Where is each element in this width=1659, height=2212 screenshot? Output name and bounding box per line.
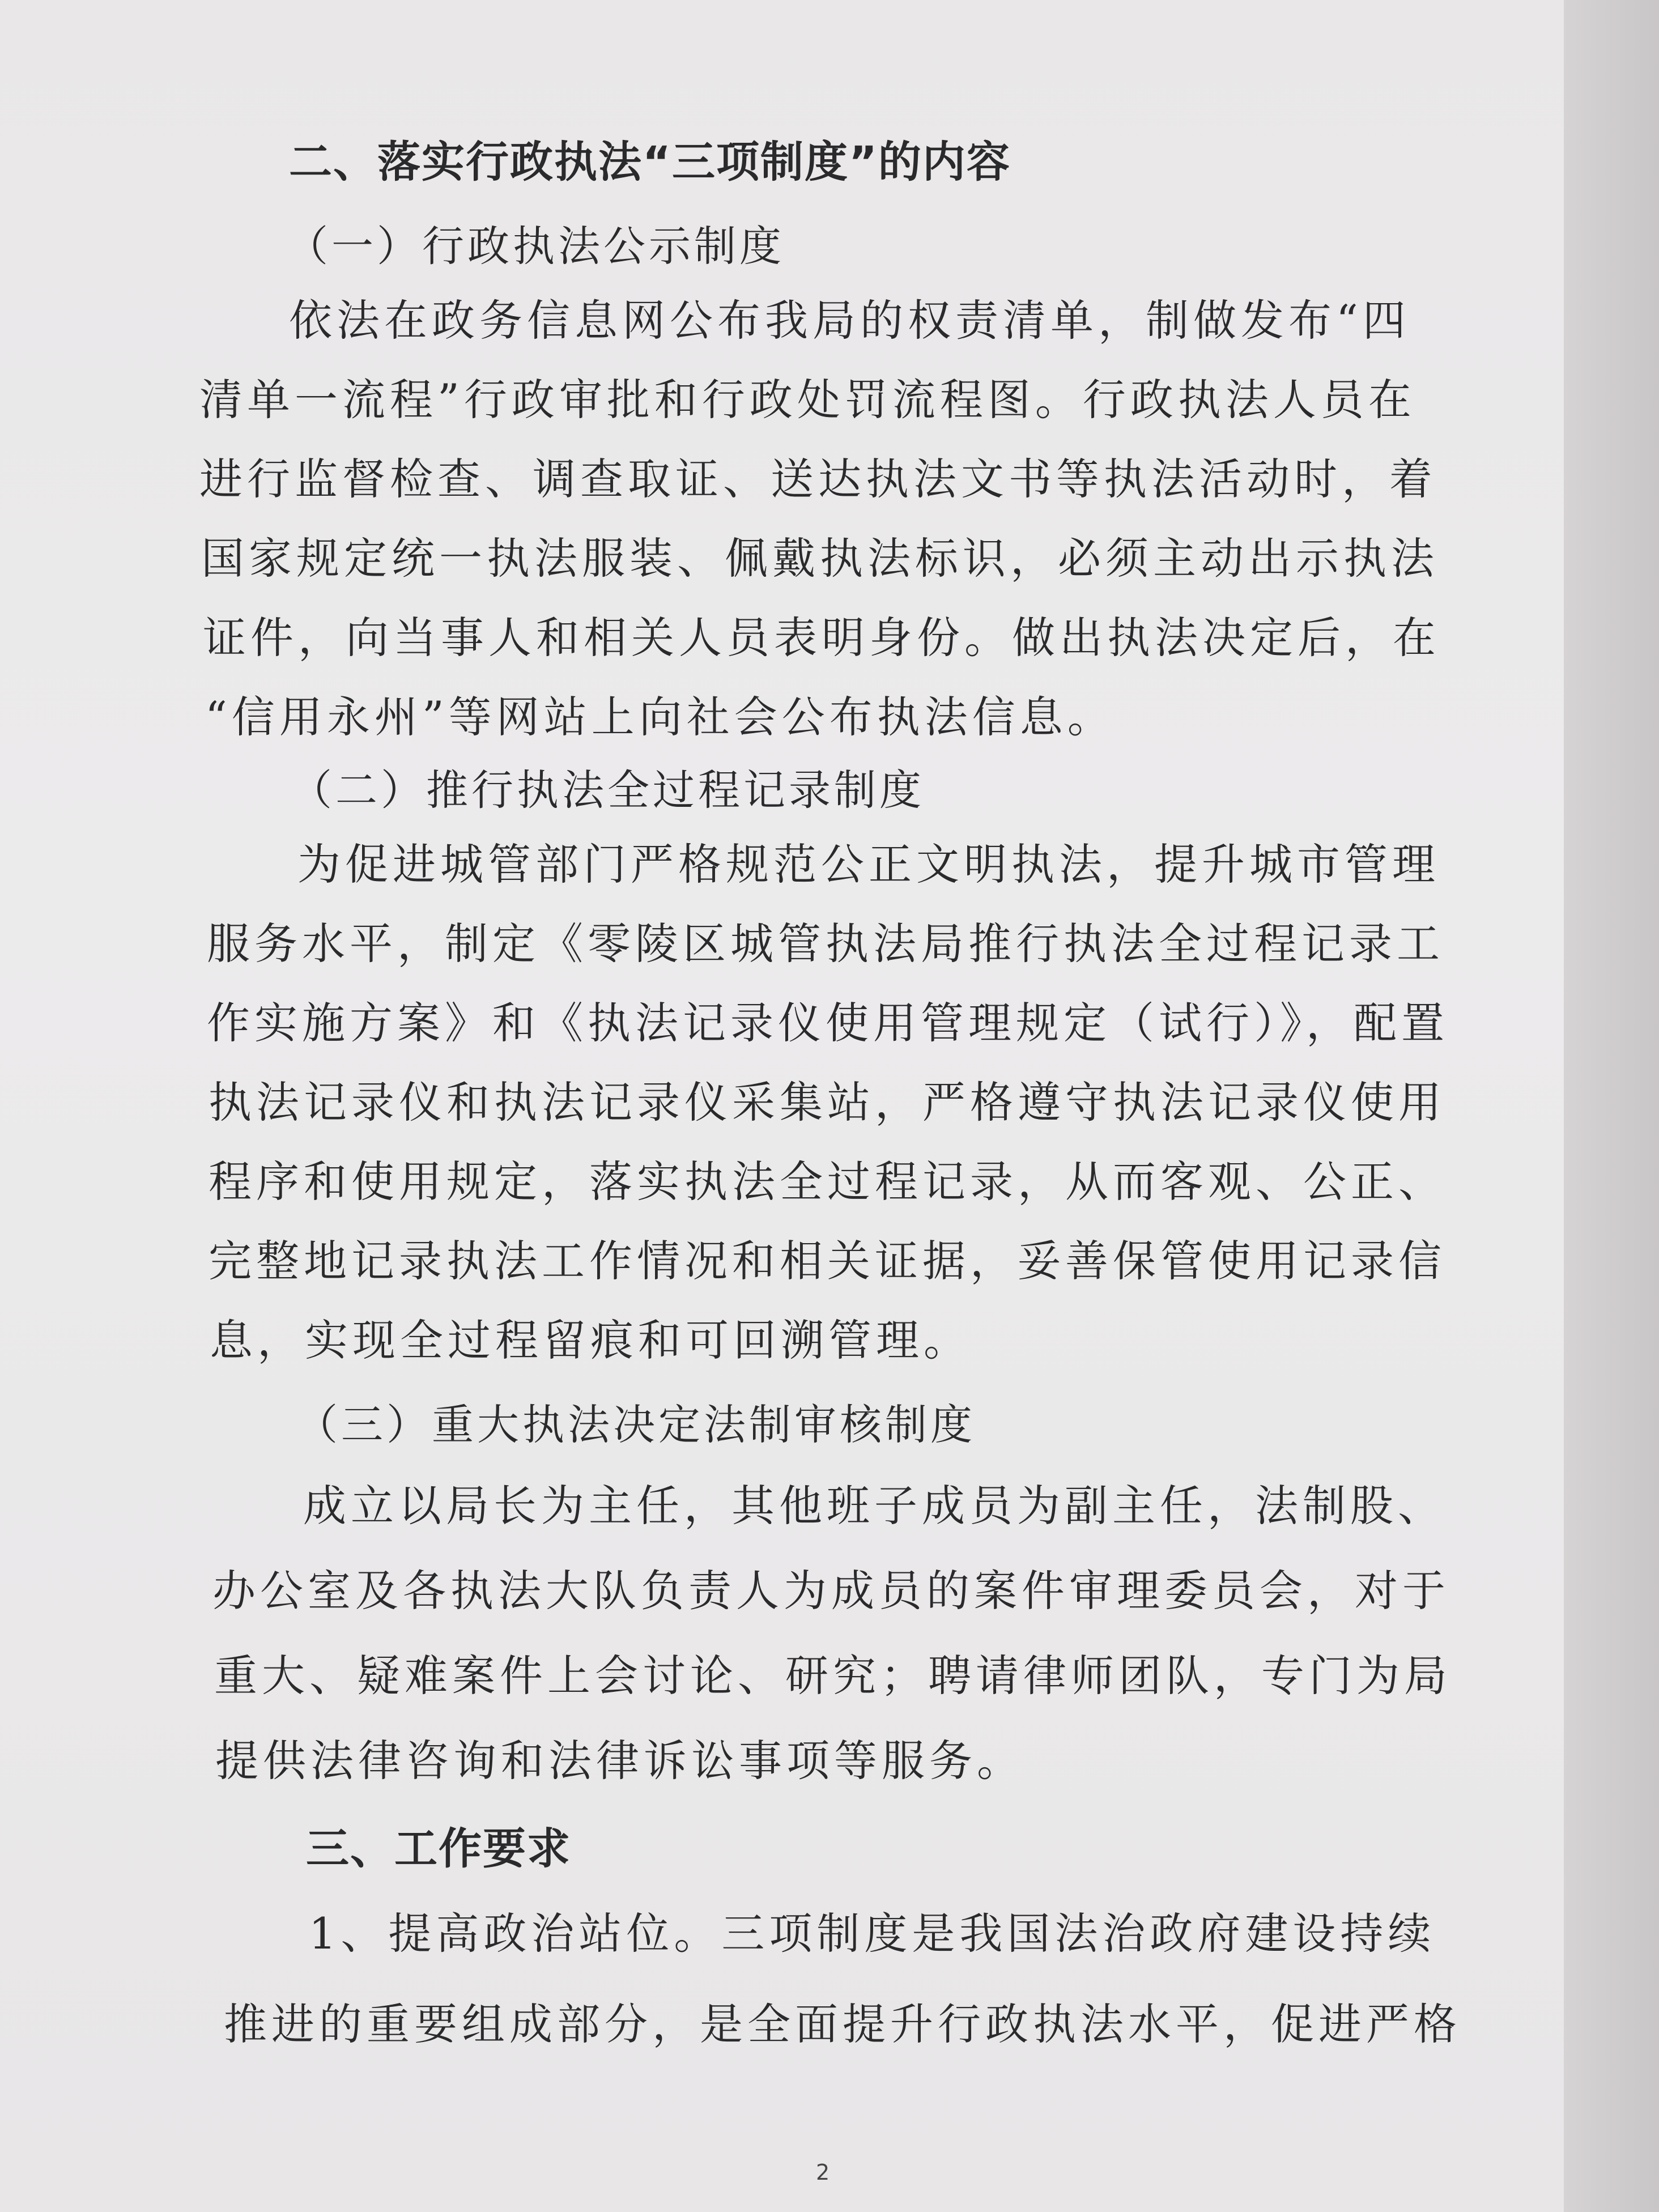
section-3-heading: 三、工作要求 [306,1823,571,1874]
section-2-heading: 二、落实行政执法“三项制度”的内容 [289,137,1011,187]
paragraph-line: 依法在政务信息网公布我局的权责清单，制做发布“四 [289,295,1410,346]
paragraph-line: 提供法律咨询和法律诉讼事项等服务。 [215,1735,1024,1786]
paragraph-line: 清单一流程”行政审批和行政处罚流程图。行政执法人员在 [199,375,1416,425]
paragraph-line: 证件，向当事人和相关人员表明身份。做出执法决定后，在 [203,612,1440,663]
paragraph-line: 执法记录仪和执法记录仪采集站，严格遵守执法记录仪使用 [209,1077,1446,1128]
paragraph-line: 办公室及各执法大队负责人为成员的案件审理委员会，对于 [212,1566,1450,1616]
page-edge-background [1564,0,1659,2212]
paragraph-line: “信用永州”等网站上向社会公布执法信息。 [205,692,1115,742]
paragraph-line: 成立以局长为主任，其他班子成员为副主任，法制股、 [303,1481,1445,1531]
paragraph-line: 进行监督检查、调查取证、送达执法文书等执法活动时，着 [199,454,1437,504]
paragraph-line: 重大、疑难案件上会讨论、研究；聘请律师团队，专门为局 [214,1651,1452,1701]
subsection-2-title: （二）推行执法全过程记录制度 [290,766,925,815]
paragraph-line: 完整地记录执法工作情况和相关证据，妥善保管使用记录信 [209,1236,1446,1286]
paragraph-line: 国家规定统一执法服装、佩戴执法标识，必须主动出示执法 [201,533,1439,584]
paragraph-line: 服务水平，制定《零陵区城管执法局推行执法全过程记录工 [207,918,1444,969]
subsection-3-title: （三）重大执法决定法制审核制度 [296,1401,976,1449]
paragraph-line: 为促进城管部门严格规范公正文明执法，提升城市管理 [297,839,1440,890]
paragraph-line: 推进的重要组成部分，是全面提升行政执法水平，促进严格 [224,1999,1461,2049]
paragraph-line: 程序和使用规定，落实执法全过程记录，从而客观、公正、 [209,1156,1446,1207]
paragraph-line: 息，实现全过程留痕和可回溯管理。 [210,1315,971,1366]
subsection-1-title: （一）行政执法公示制度 [286,222,785,271]
paragraph-line: 1、提高政治站位。三项制度是我国法治政府建设持续 [309,1908,1436,1959]
paragraph-line: 作实施方案》和《执法记录仪使用管理规定（试行）》，配置 [207,998,1449,1048]
page-number: 2 [816,2160,830,2185]
